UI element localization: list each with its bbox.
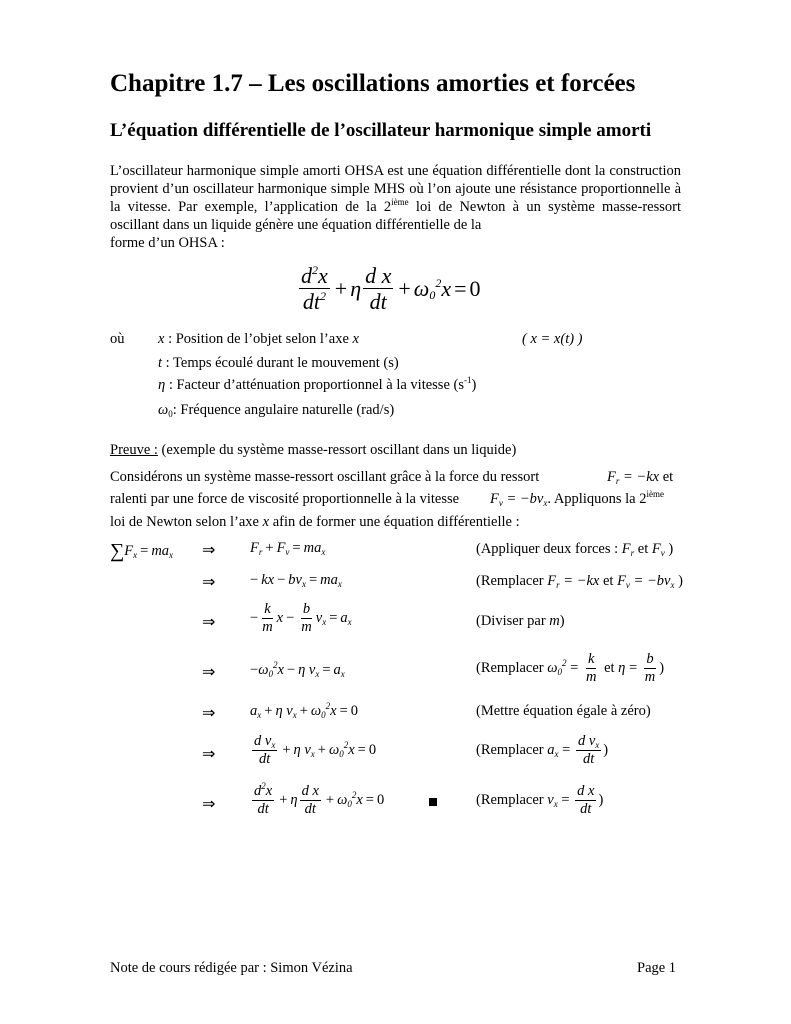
def-t: t : Temps écoulé durant le mouvement (s) xyxy=(158,355,399,371)
intro-text-3: forme d’un OHSA : xyxy=(110,235,225,251)
step-7-eq: $\frac{d^2x}{dt}$ + η $\frac{\text{d x}}{dt}$ + $\omega_0^2x$ = 0 xyxy=(254,781,385,818)
proof-line-3: loi de Newton selon l’axe x afin de former une équation différentielle : xyxy=(110,514,520,530)
step-6-eq: $\frac{d v_x}{dt}$ + η $v_x$ + $\omega_0^2x$ = 0 xyxy=(254,733,377,768)
implies-7: ⇒ xyxy=(202,796,216,813)
step-2-eq: − kx − $bv_x$ = $ma_x$ xyxy=(250,572,342,589)
sum-forces: ∑ $F_x$ = $ma_x$ xyxy=(110,540,174,562)
implies-6: ⇒ xyxy=(202,746,216,763)
def-ou: où xyxy=(110,331,125,347)
implies-3: ⇒ xyxy=(202,614,216,631)
def-eta: η : Facteur d’atténuation proportionnel à la vitesse $(s^{-1})$ xyxy=(158,375,477,393)
intro-text-1: L’oscillateur harmonique simple amorti OHSA est une équation différentielle dont la construction provient d’un oscillateur harmonique simple MHS où l’on ajoute une résistance proportionnelle à la vitesse. Par exemple, l’application de la 2 xyxy=(110,163,681,215)
proof-line-2: ralenti par une force de viscosité proportionnelle à la vitesse xyxy=(110,491,460,507)
step-4-eq: − $\omega_0^2x$ − η $v_x$ = $a_x$ xyxy=(250,660,345,679)
qed-square-icon xyxy=(429,798,437,806)
proof-fr: $F_r = -kx$ et xyxy=(607,469,674,486)
step-3-eq: − $\frac{k}{m}$ x − $\frac{b}{m}$ $v_x$ = $a_x$ xyxy=(250,601,352,636)
proof-heading: Preuve : (exemple du système masse-ressort oscillant dans un liquide) xyxy=(110,442,517,458)
proof-fv: $F_v = -bv_x$. Appliquons la 2ième xyxy=(490,489,664,508)
step-1-eq: $F_r$ + $F_v$ = $ma_x$ xyxy=(250,540,326,557)
def-x: x : Position de l’objet selon l’axe x xyxy=(158,331,359,347)
section-title: L’équation différentielle de l’oscillateur harmonique simple amorti xyxy=(110,120,652,141)
step-4-note: (Remplacer $\omega_0^2$ = $\frac{k}{m}$ et η = $\frac{b}{m}$ ) xyxy=(476,651,665,686)
implies-4: ⇒ xyxy=(202,664,216,681)
def-omega: $\omega_0$: Fréquence angulaire naturelle (rad/s) xyxy=(158,402,395,419)
main-equation: $\frac{d^2x}{dt^2}$ + η $\frac{\text{d x}}{dt}$ + $\omega_0^2x$ = 0 xyxy=(301,263,481,315)
implies-1: ⇒ xyxy=(202,542,216,559)
page-title: Chapitre 1.7 – Les oscillations amorties et forcées xyxy=(110,70,636,97)
def-x-note: ( x = x(t) ) xyxy=(522,331,583,347)
intro-sup: ième xyxy=(391,197,409,207)
step-7-note: (Remplacer $v_x$ = $\frac{\text{d x}}{dt}$ ) xyxy=(476,783,604,818)
proof-line-1: Considérons un système masse-ressort oscillant grâce à la force du ressort xyxy=(110,469,540,485)
step-3-note: (Diviser par m ) xyxy=(476,613,565,629)
step-2-note: (Remplacer $F_r = -kx$ et $F_v = -bv_x$ ) xyxy=(476,573,683,590)
implies-5: ⇒ xyxy=(202,705,216,722)
step-1-note: (Appliquer deux forces : $F_r$ et $F_v$ ) xyxy=(476,541,674,558)
footer-author: Note de cours rédigée par : Simon Vézina xyxy=(110,960,353,976)
step-5-note: (Mettre équation égale à zéro) xyxy=(476,703,651,719)
step-6-note: (Remplacer $a_x$ = $\frac{d v_x}{dt}$ ) xyxy=(476,733,609,768)
step-5-eq: $a_x$ + η $v_x$ + $\omega_0^2x$ = 0 xyxy=(250,701,359,720)
footer-page-number: Page 1 xyxy=(637,960,677,976)
intro-text-2: loi de Newton à un système masse-ressort oscillant dans un liquide génère une équation différentielle de la xyxy=(110,199,681,233)
intro-paragraph xyxy=(110,162,681,252)
implies-2: ⇒ xyxy=(202,574,216,591)
